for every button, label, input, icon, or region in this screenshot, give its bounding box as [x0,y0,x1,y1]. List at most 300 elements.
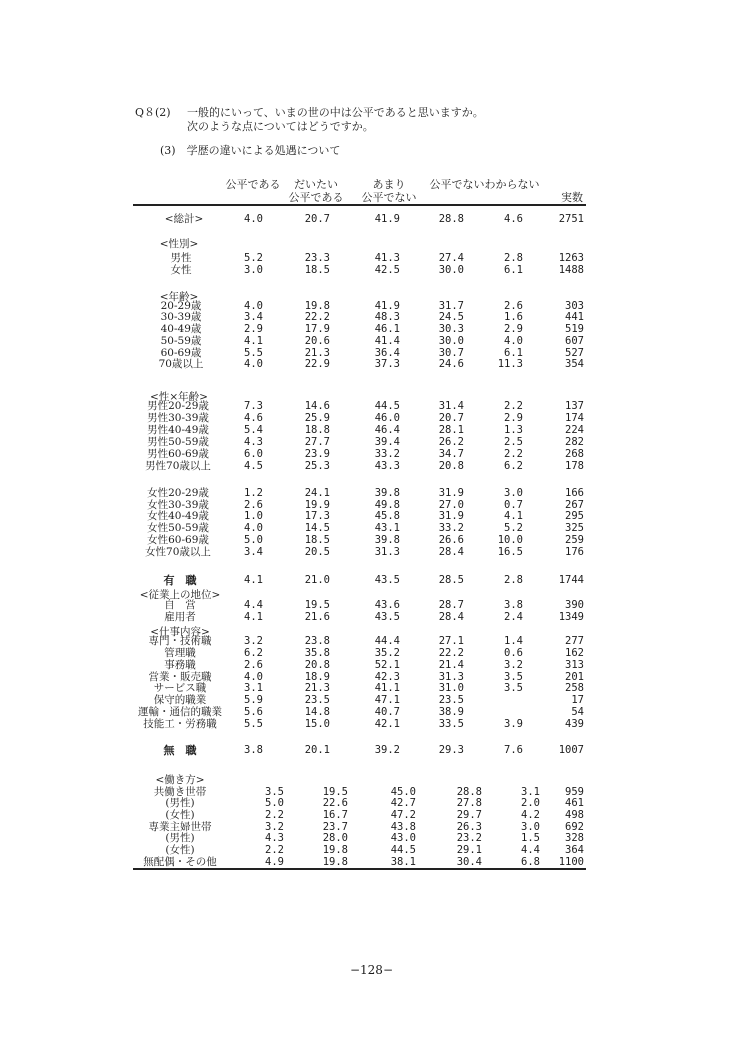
table-cell: 19.9 [304,499,330,511]
table-cell: 2.9 [504,323,523,335]
table-cell: 21.0 [304,574,330,586]
table-cell: 1.2 [244,487,263,499]
table-cell: 258 [565,682,584,694]
table-cell: 1007 [558,744,584,756]
row-label: 20-29歳 [160,300,202,312]
table-cell: 3.5 [504,682,523,694]
table-cell: 44.5 [374,400,400,412]
table-cell: 1263 [558,252,584,264]
table-cell: 5.2 [504,522,523,534]
table-cell: 27.1 [438,635,464,647]
table-cell: 18.5 [304,264,330,276]
table-cell: 4.0 [244,358,263,370]
table-cell: 1.6 [504,311,523,323]
table-cell: 498 [565,809,584,821]
table-cell: 5.4 [244,424,263,436]
table-cell: 3.0 [521,821,540,833]
table-cell: 1744 [558,574,584,586]
row-label: 専門・技術職 [148,635,212,647]
table-cell: 1.4 [504,635,523,647]
table-cell: 52.1 [374,659,400,671]
table-cell: 28.8 [456,786,482,798]
table-cell: 267 [565,499,584,511]
table-cell: 48.3 [374,311,400,323]
row-label: 保守的職業 [153,694,207,706]
table-cell: 10.0 [497,534,523,546]
row-label: 50-59歳 [160,335,202,347]
table-cell: 27.0 [438,499,464,511]
table-cell: 295 [565,510,584,522]
row-label: 女性 [170,264,192,276]
row-label: 無配偶・その他 [143,856,217,868]
table-cell: 3.1 [521,786,540,798]
table-cell: 46.1 [374,323,400,335]
table-cell: 439 [565,718,584,730]
table-cell: 2.2 [504,400,523,412]
table-cell: 4.0 [244,671,263,683]
table-cell: 20.5 [304,546,330,558]
table-cell: 4.3 [244,436,263,448]
table-cell: 35.8 [304,647,330,659]
table-cell: 23.2 [456,832,482,844]
table-cell: 174 [565,412,584,424]
page-number: −128− [349,963,393,977]
table-cell: 41.9 [374,213,400,225]
table-cell: 3.9 [504,718,523,730]
table-cell: 41.3 [374,252,400,264]
table-cell: 30.3 [438,323,464,335]
table-cell: 2.2 [265,809,284,821]
table-cell: 23.3 [304,252,330,264]
table-top-rule [133,204,586,206]
row-label: <性×年齢> [150,391,208,403]
table-cell: 30.7 [438,347,464,359]
table-cell: 5.2 [244,252,263,264]
row-label: <性別> [159,238,199,250]
table-cell: 46.4 [374,424,400,436]
table-cell: 31.3 [374,546,400,558]
row-label: 有 職 [163,574,197,587]
table-cell: 42.5 [374,264,400,276]
column-header [276,178,356,204]
question-text-2: 次のような点についてはどうですか。 [187,120,374,133]
row-label: 自 営 [164,599,196,611]
table-cell: 43.8 [390,821,416,833]
table-cell: 6.1 [504,264,523,276]
table-cell: 31.0 [438,682,464,694]
table-cell: 4.9 [265,856,284,868]
table-cell: 325 [565,522,584,534]
table-cell: 277 [565,635,584,647]
table-cell: 39.8 [374,487,400,499]
table-cell: 41.4 [374,335,400,347]
table-cell: 43.3 [374,460,400,472]
question-number: Q８(2) [135,106,171,119]
table-cell: 22.2 [304,311,330,323]
table-cell: 33.2 [438,522,464,534]
table-cell: 19.5 [304,599,330,611]
table-cell: 259 [565,534,584,546]
table-cell: 3.8 [244,744,263,756]
table-cell: 41.9 [374,300,400,312]
column-header-line1 [532,178,612,191]
table-cell: 5.5 [244,347,263,359]
row-label: 60-69歳 [160,347,202,359]
table-cell: 20.8 [438,460,464,472]
table-cell: 28.1 [438,424,464,436]
table-cell: 31.3 [438,671,464,683]
table-cell: 47.2 [390,809,416,821]
table-cell: 25.9 [304,412,330,424]
table-cell: 3.5 [504,671,523,683]
table-cell: 5.0 [244,534,263,546]
table-cell: 23.9 [304,448,330,460]
row-label: 女性60-69歳 [147,534,209,546]
table-cell: 3.2 [504,659,523,671]
table-cell: 4.5 [244,460,263,472]
table-cell: 5.0 [265,797,284,809]
table-cell: 23.8 [304,635,330,647]
row-label: 男性50-59歳 [147,436,209,448]
table-cell: 6.2 [244,647,263,659]
table-cell: 1.0 [244,510,263,522]
row-label: (男性) [165,797,195,809]
table-cell: 519 [565,323,584,335]
table-cell: 23.7 [322,821,348,833]
row-label: <総計> [164,213,204,225]
table-cell: 23.5 [438,694,464,706]
table-cell: 692 [565,821,584,833]
table-cell: 2.8 [504,252,523,264]
table-cell: 3.5 [265,786,284,798]
column-header-line1: 公平でない [429,178,485,191]
table-cell: 24.6 [438,358,464,370]
table-cell: 14.5 [304,522,330,534]
table-cell: 20.7 [438,412,464,424]
table-cell: 224 [565,424,584,436]
table-cell: 54 [571,706,584,718]
table-cell: 2.2 [504,448,523,460]
table-cell: 35.2 [374,647,400,659]
row-label: (女性) [165,844,195,856]
table-cell: 27.7 [304,436,330,448]
table-cell: 11.3 [497,358,523,370]
table-cell: 43.5 [374,611,400,623]
table-cell: 3.1 [244,682,263,694]
table-cell: 43.5 [374,574,400,586]
table-cell: 4.1 [244,335,263,347]
table-cell: 29.3 [438,744,464,756]
table-cell: 28.4 [438,611,464,623]
table-cell: 17.9 [304,323,330,335]
table-cell: 44.4 [374,635,400,647]
table-cell: 162 [565,647,584,659]
table-cell: 3.2 [265,821,284,833]
row-label: 共働き世帯 [153,786,207,798]
table-cell: 607 [565,335,584,347]
table-cell: 354 [565,358,584,370]
row-label: <仕事内容> [150,626,210,638]
table-cell: 21.6 [304,611,330,623]
table-cell: 3.0 [244,264,263,276]
column-header-line1: 公平である [225,178,281,191]
table-cell: 4.4 [244,599,263,611]
table-cell: 3.4 [244,311,263,323]
table-cell: 20.1 [304,744,330,756]
table-cell: 16.7 [322,809,348,821]
table-cell: 40.7 [374,706,400,718]
table-cell: 3.4 [244,546,263,558]
row-label: 営業・販売職 [148,671,212,683]
table-cell: 24.1 [304,487,330,499]
table-cell: 6.1 [504,347,523,359]
table-cell: 37.3 [374,358,400,370]
table-cell: 461 [565,797,584,809]
table-cell: 6.2 [504,460,523,472]
table-cell: 390 [565,599,584,611]
table-cell: 17.3 [304,510,330,522]
row-label: 男性20-29歳 [147,400,209,412]
row-label: 無 職 [163,744,197,757]
row-label: 運輸・通信的職業 [138,706,222,718]
table-cell: 2.6 [504,300,523,312]
table-cell: 1.5 [521,832,540,844]
table-cell: 2.5 [504,436,523,448]
table-cell: 42.1 [374,718,400,730]
table-cell: 43.6 [374,599,400,611]
table-cell: 14.6 [304,400,330,412]
table-cell: 39.8 [374,534,400,546]
table-cell: 178 [565,460,584,472]
table-cell: 33.5 [438,718,464,730]
row-label: 事務職 [164,659,196,671]
table-cell: 34.7 [438,448,464,460]
table-cell: 19.8 [322,844,348,856]
table-cell: 303 [565,300,584,312]
table-cell: 22.9 [304,358,330,370]
row-label: 40-49歳 [160,323,202,335]
table-cell: 45.0 [390,786,416,798]
table-cell: 29.1 [456,844,482,856]
table-cell: 137 [565,400,584,412]
column-header-line2: 公平でない [361,191,417,204]
table-cell: 2.9 [504,412,523,424]
column-header-line2: 実数 [561,191,583,204]
table-cell: 31.9 [438,487,464,499]
table-cell: 42.3 [374,671,400,683]
table-cell: 5.5 [244,718,263,730]
row-label: 男性60-69歳 [147,448,209,460]
table-cell: 19.8 [304,300,330,312]
table-cell: 19.5 [322,786,348,798]
table-cell: 4.1 [244,611,263,623]
table-cell: 49.8 [374,499,400,511]
table-cell: 36.4 [374,347,400,359]
table-cell: 4.0 [244,300,263,312]
table-cell: 959 [565,786,584,798]
table-cell: 3.8 [504,599,523,611]
table-cell: 4.6 [504,213,523,225]
table-cell: 268 [565,448,584,460]
row-label: 30-39歳 [160,311,202,323]
table-cell: 43.0 [390,832,416,844]
table-cell: 33.2 [374,448,400,460]
row-label: 女性50-59歳 [147,522,209,534]
table-cell: 3.2 [244,635,263,647]
row-label: 雇用者 [164,611,196,623]
table-cell: 2.6 [244,659,263,671]
table-cell: 28.8 [438,213,464,225]
table-cell: 46.0 [374,412,400,424]
table-cell: 176 [565,546,584,558]
row-label: (女性) [165,809,195,821]
column-header-line1: だいたい [294,178,338,191]
column-header-line1: あまり [372,178,406,191]
table-cell: 328 [565,832,584,844]
table-cell: 23.5 [304,694,330,706]
table-cell: 16.5 [497,546,523,558]
table-cell: 25.3 [304,460,330,472]
table-cell: 26.2 [438,436,464,448]
table-cell: 28.5 [438,574,464,586]
table-cell: 1100 [558,856,584,868]
table-cell: 31.4 [438,400,464,412]
table-cell: 21.3 [304,682,330,694]
row-label: <従業上の地位> [139,589,221,601]
table-cell: 166 [565,487,584,499]
table-cell: 2.6 [244,499,263,511]
table-cell: 4.1 [244,574,263,586]
table-cell: 1.3 [504,424,523,436]
row-label: 男性30-39歳 [147,412,209,424]
table-cell: 30.4 [456,856,482,868]
table-cell: 43.1 [374,522,400,534]
table-cell: 30.0 [438,264,464,276]
table-cell: 18.8 [304,424,330,436]
table-cell: 4.3 [265,832,284,844]
table-cell: 28.4 [438,546,464,558]
table-cell: 2.9 [244,323,263,335]
table-cell: 313 [565,659,584,671]
table-cell: 20.8 [304,659,330,671]
table-cell: 30.0 [438,335,464,347]
table-cell: 6.0 [244,448,263,460]
row-label: <年齢> [159,291,199,303]
row-label: 女性30-39歳 [147,499,209,511]
table-cell: 41.1 [374,682,400,694]
column-header [532,178,612,204]
table-cell: 2751 [558,213,584,225]
table-cell: 5.6 [244,706,263,718]
row-label: 女性20-29歳 [147,487,209,499]
table-cell: 31.7 [438,300,464,312]
table-cell: 7.3 [244,400,263,412]
table-cell: 24.5 [438,311,464,323]
table-cell: 27.8 [456,797,482,809]
row-label: 女性40-49歳 [147,510,209,522]
table-cell: 282 [565,436,584,448]
table-cell: 1488 [558,264,584,276]
table-cell: 26.6 [438,534,464,546]
table-cell: 21.4 [438,659,464,671]
row-label: 男性40-49歳 [147,424,209,436]
row-label: 女性70歳以上 [145,546,211,558]
table-cell: 22.2 [438,647,464,659]
table-cell: 22.6 [322,797,348,809]
table-cell: 0.6 [504,647,523,659]
table-cell: 39.2 [374,744,400,756]
table-cell: 21.3 [304,347,330,359]
table-cell: 4.6 [244,412,263,424]
question-text: 一般的にいって、いまの世の中は公平であると思いますか。 [187,106,484,119]
column-header-line1: わからない [484,178,540,191]
table-cell: 4.1 [504,510,523,522]
table-cell: 29.7 [456,809,482,821]
table-cell: 19.8 [322,856,348,868]
table-cell: 15.0 [304,718,330,730]
table-cell: 44.5 [390,844,416,856]
table-cell: 45.8 [374,510,400,522]
table-cell: 527 [565,347,584,359]
table-cell: 441 [565,311,584,323]
sub-item-title: (3) 学歴の違いによる処遇について [160,144,341,157]
table-cell: 201 [565,671,584,683]
table-cell: 18.9 [304,671,330,683]
row-label: 技能工・労務職 [143,718,217,730]
column-header-line2: 公平である [288,191,344,204]
table-cell: 20.6 [304,335,330,347]
table-cell: 20.7 [304,213,330,225]
table-cell: 17 [571,694,584,706]
table-cell: 38.1 [390,856,416,868]
row-label: 男性70歳以上 [145,460,211,472]
table-cell: 42.7 [390,797,416,809]
row-label: (男性) [165,832,195,844]
table-cell: 364 [565,844,584,856]
table-cell: 4.0 [504,335,523,347]
table-cell: 31.9 [438,510,464,522]
row-label: <働き方> [155,774,205,786]
row-label: 男性 [170,252,192,264]
table-cell: 26.3 [456,821,482,833]
table-cell: 4.0 [244,522,263,534]
table-cell: 28.0 [322,832,348,844]
table-cell: 28.7 [438,599,464,611]
table-cell: 6.8 [521,856,540,868]
table-cell: 2.4 [504,611,523,623]
table-cell: 4.4 [521,844,540,856]
table-cell: 18.5 [304,534,330,546]
table-cell: 3.0 [504,487,523,499]
table-cell: 7.6 [504,744,523,756]
table-cell: 0.7 [504,499,523,511]
row-label: 管理職 [164,647,196,659]
table-cell: 47.1 [374,694,400,706]
table-cell: 4.2 [521,809,540,821]
table-cell: 2.0 [521,797,540,809]
row-label: 専業主婦世帯 [148,821,212,833]
table-cell: 2.8 [504,574,523,586]
row-label: 70歳以上 [158,358,204,370]
row-label: サービス職 [153,682,207,694]
table-cell: 4.0 [244,213,263,225]
table-cell: 14.8 [304,706,330,718]
table-cell: 2.2 [265,844,284,856]
table-cell: 27.4 [438,252,464,264]
table-cell: 39.4 [374,436,400,448]
table-cell: 1349 [558,611,584,623]
table-cell: 5.9 [244,694,263,706]
